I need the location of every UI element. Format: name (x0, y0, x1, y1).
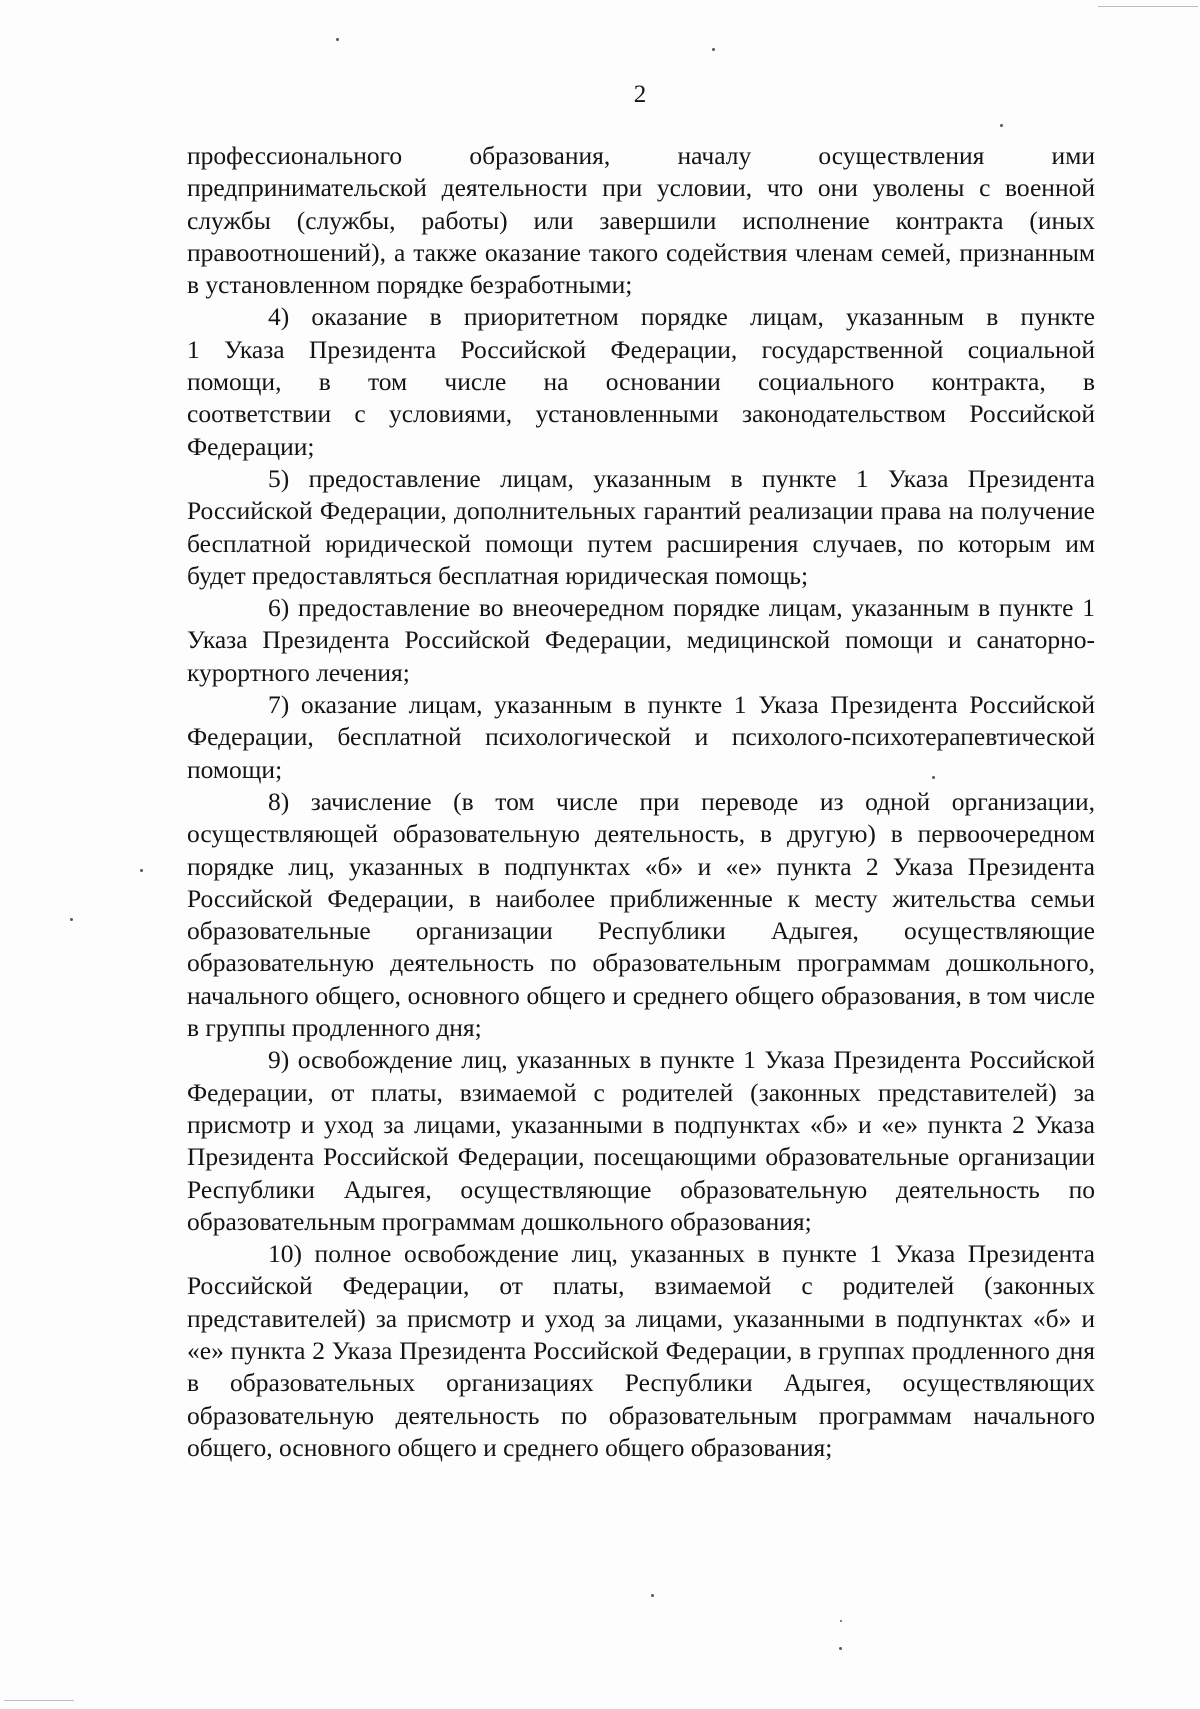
scan-speck (140, 869, 143, 872)
scan-speck (336, 38, 339, 41)
scan-edge-line-top (1098, 6, 1198, 7)
paragraph-item-5: 5) предоставление лицам, указанным в пункте 1 Указа Президента Российской Федерации, дополнительных гарантий реализации права на получение бесплатной юридической помощи путем расширения случаев, по которым им будет предоставляться бесплатная юридическая помощь; (187, 463, 1095, 590)
paragraph-item-8: 8) зачисление (в том числе при переводе из одной организации, осуществляющей образовательную деятельность, в другую) в первоочередном порядке лиц, указанных в подпунктах «б» и «е» пункта 2 Указа Президента Российской Федерации, в наиболее приближенные к месту жительства семьи образовательные организации Республики Адыгея, осуществляющие образовательную деятельность по образовательным программам дошкольного, начального общего, основного общего и среднего общего образования, в том числе в группы продленного дня; (187, 786, 1095, 1043)
page-number: 2 (633, 81, 647, 108)
scan-speck (839, 1647, 842, 1650)
scan-speck (840, 1620, 842, 1622)
scan-speck (712, 48, 715, 51)
paragraph-item-9: 9) освобождение лиц, указанных в пункте 1 Указа Президента Российской Федерации, от платы, взимаемой с родителей (законных представителей) за присмотр и уход за лицами, указанными в подпунктах «б» и «е» пункта 2 Указа Президента Российской Федерации, посещающими образовательные организации Республики Адыгея, осуществляющие образовательную деятельность по образовательным программам дошкольного образования; (187, 1045, 1095, 1236)
paragraph-item-4: 4) оказание в приоритетном порядке лицам, указанным в пункте 1 Указа Президента Российской Федерации, государственной социальной помощи, в том числе на основании социального контракта, в соответствии с условиями, установленными законодательством Российской Федерации; (187, 302, 1095, 461)
paragraph-item-7: 7) оказание лицам, указанным в пункте 1 Указа Президента Российской Федерации, бесплатной психологической и психолого-психотерапевтической помощи; (187, 690, 1095, 784)
scan-speck (651, 1594, 654, 1597)
scan-speck (70, 918, 73, 921)
paragraph-continuation: профессионального образования, началу осуществления ими предпринимательской деятельности при условии, что они уволены с военной службы (службы, работы) или завершили исполнение контракта (иных правоотношений), а также оказание такого содействия членам семей, признанным в установленном порядке безработными; (187, 141, 1095, 300)
scan-speck (1000, 124, 1003, 127)
document-body (187, 140, 1095, 1464)
paragraph-item-6: 6) предоставление во внеочередном порядке лицам, указанным в пункте 1 Указа Президента Российской Федерации, медицинской помощи и санаторно-курортного лечения; (187, 593, 1095, 687)
scan-edge-line-bottom (4, 1700, 74, 1701)
scan-speck (932, 776, 935, 779)
paragraph-item-10: 10) полное освобождение лиц, указанных в пункте 1 Указа Президента Российской Федерации, от платы, взимаемой с родителей (законных представителей) за присмотр и уход за лицами, указанными в подпунктах «б» и «е» пункта 2 Указа Президента Российской Федерации, в группах продленного дня в образовательных организациях Республики Адыгея, осуществляющих образовательную деятельность по образовательным программам начального общего, основного общего и среднего общего образования; (187, 1239, 1095, 1462)
